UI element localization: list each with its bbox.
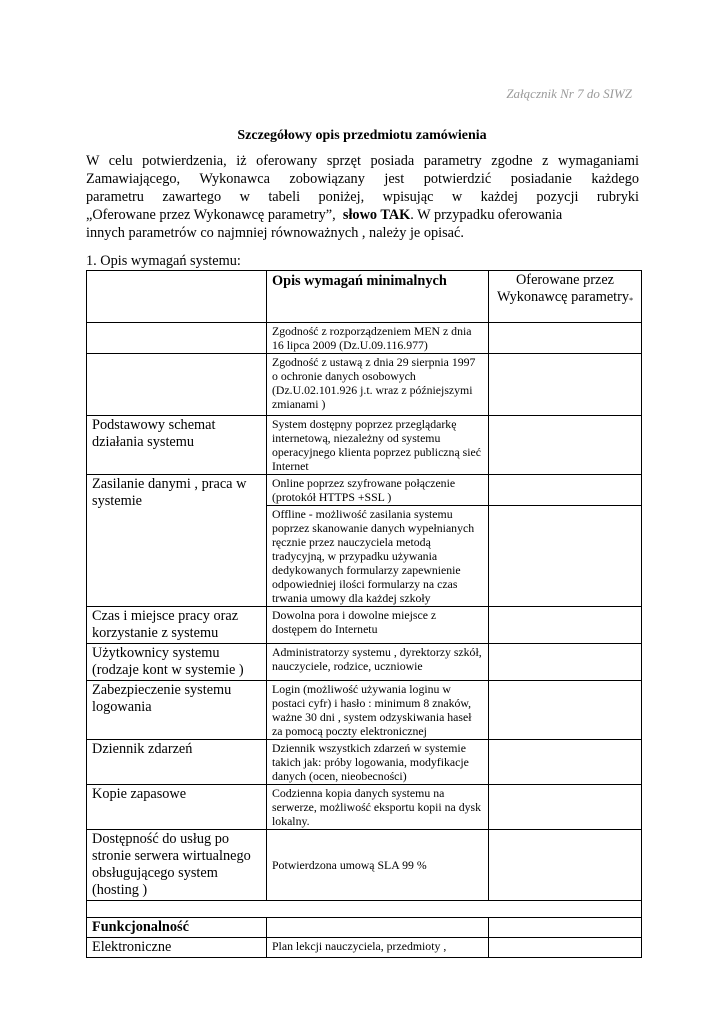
- table-header-row: [87, 271, 642, 323]
- table-row-section: [87, 918, 642, 938]
- row-offer-cell[interactable]: [489, 416, 642, 475]
- row-offer-cell[interactable]: [489, 506, 642, 607]
- row-offer-cell[interactable]: [489, 918, 642, 938]
- footnote-mark: *: [629, 296, 634, 305]
- table-row: [87, 830, 642, 901]
- row-label: Zasilanie danymi , praca w systemie: [87, 475, 267, 607]
- row-offer-cell[interactable]: [489, 607, 642, 644]
- row-offer-cell[interactable]: [489, 681, 642, 740]
- header-offered: [489, 271, 642, 323]
- table-row: [87, 354, 642, 416]
- row-description: Potwierdzona umową SLA 99 %: [267, 830, 489, 901]
- intro-line-4-tail: . W przypadku oferowania: [410, 207, 563, 223]
- table-row: [87, 416, 642, 475]
- row-description: Administratorzy systemu , dyrektorzy szkół, nauczyciele, rodzice, uczniowie: [267, 644, 489, 681]
- table-row: [87, 681, 642, 740]
- row-offer-cell[interactable]: [489, 938, 642, 958]
- table-row-spacer: [87, 901, 642, 918]
- table-row: [87, 785, 642, 830]
- intro-line-4: [86, 206, 639, 224]
- row-offer-cell[interactable]: [489, 830, 642, 901]
- row-offer-cell[interactable]: [489, 740, 642, 785]
- intro-line-3: parametru zawartego w tabeli poniżej, wpisując w każdej pozycji rubryki: [86, 189, 639, 205]
- row-label: Elektroniczne: [87, 938, 267, 958]
- row-offer-cell[interactable]: [489, 475, 642, 506]
- table-row: [87, 938, 642, 958]
- spacer-cell: [87, 901, 642, 918]
- header-cell-empty: [87, 271, 267, 323]
- row-label: [87, 323, 267, 354]
- table-row: [87, 323, 642, 354]
- row-description: Codzienna kopia danych systemu na serwerze, możliwość eksportu kopii na dysk lokalny.: [267, 785, 489, 830]
- row-label: Czas i miejsce pracy oraz korzystanie z systemu: [87, 607, 267, 644]
- annex-label: Załącznik Nr 7 do SIWZ: [506, 86, 632, 101]
- row-description: Zgodność z ustawą z dnia 29 sierpnia 1997 o ochronie danych osobowych (Dz.U.02.101.926 j.t. wraz z późniejszymi zmianami ): [267, 354, 489, 416]
- table-row: [87, 644, 642, 681]
- row-offer-cell[interactable]: [489, 644, 642, 681]
- row-description: Zgodność z rozporządzeniem MEN z dnia 16 lipca 2009 (Dz.U.09.116.977): [267, 323, 489, 354]
- row-offer-cell[interactable]: [489, 323, 642, 354]
- intro-paragraph: [86, 152, 639, 242]
- row-label: Podstawowy schemat działania systemu: [87, 416, 267, 475]
- header-requirements: Opis wymagań minimalnych: [267, 271, 489, 323]
- requirements-table: [86, 270, 642, 958]
- intro-line-2: Zamawiającego, Wykonawca zobowiązany jest potwierdzić posiadanie każdego: [86, 171, 639, 187]
- row-label: Dziennik zdarzeń: [87, 740, 267, 785]
- table-row: [87, 607, 642, 644]
- section-heading-functionality: Funkcjonalność: [87, 918, 267, 938]
- section-title: 1. Opis wymagań systemu:: [86, 253, 241, 269]
- row-description: Plan lekcji nauczyciela, przedmioty ,: [267, 938, 489, 958]
- table-row: [87, 475, 642, 506]
- row-label: [87, 354, 267, 416]
- row-label: Zabezpieczenie systemu logowania: [87, 681, 267, 740]
- row-description: [267, 918, 489, 938]
- table-row: [87, 740, 642, 785]
- row-description: Login (możliwość używania loginu w postaci cyfr) i hasło : minimum 8 znaków, ważne 30 dni , system odzyskiwania haseł za pomocą poczty elektronicznej: [267, 681, 489, 740]
- document-title: Szczegółowy opis przedmiotu zamówienia: [237, 128, 487, 143]
- row-offer-cell[interactable]: [489, 785, 642, 830]
- row-label: Kopie zapasowe: [87, 785, 267, 830]
- row-offer-cell[interactable]: [489, 354, 642, 416]
- row-description: Dziennik wszystkich zdarzeń w systemie takich jak: próby logowania, modyfikacje danych (ocen, nieobecności): [267, 740, 489, 785]
- row-description: Offline - możliwość zasilania systemu poprzez skanowanie danych wypełnianych ręcznie przez nauczyciela metodą tradycyjną, w przypadku używania dedykowanych formularzy zapewnienie odpowiedniej ilości formularzy na czas trwania umowy dla każdej szkoły: [267, 506, 489, 607]
- row-description: Dowolna pora i dowolne miejsce z dostępem do Internetu: [267, 607, 489, 644]
- row-label: Dostępność do usług po stronie serwera wirtualnego obsługującego system (hosting ): [87, 830, 267, 901]
- row-description: Online poprzez szyfrowane połączenie (protokół HTTPS +SSL ): [267, 475, 489, 506]
- intro-line-4-text: „Oferowane przez Wykonawcę parametry”,: [86, 207, 336, 223]
- header-offered-text: Oferowane przez Wykonawcę parametry: [496, 272, 630, 305]
- intro-line-1: W celu potwierdzenia, iż oferowany sprzęt posiada parametry zgodne z wymaganiami: [86, 153, 639, 169]
- intro-keyword: słowo TAK: [342, 207, 411, 223]
- row-description: System dostępny poprzez przeglądarkę internetową, niezależny od systemu operacyjnego klienta poprzez publiczną sieć Internet: [267, 416, 489, 475]
- intro-line-5: innych parametrów co najmniej równoważnych , należy je opisać.: [86, 225, 464, 241]
- row-label: Użytkownicy systemu (rodzaje kont w systemie ): [87, 644, 267, 681]
